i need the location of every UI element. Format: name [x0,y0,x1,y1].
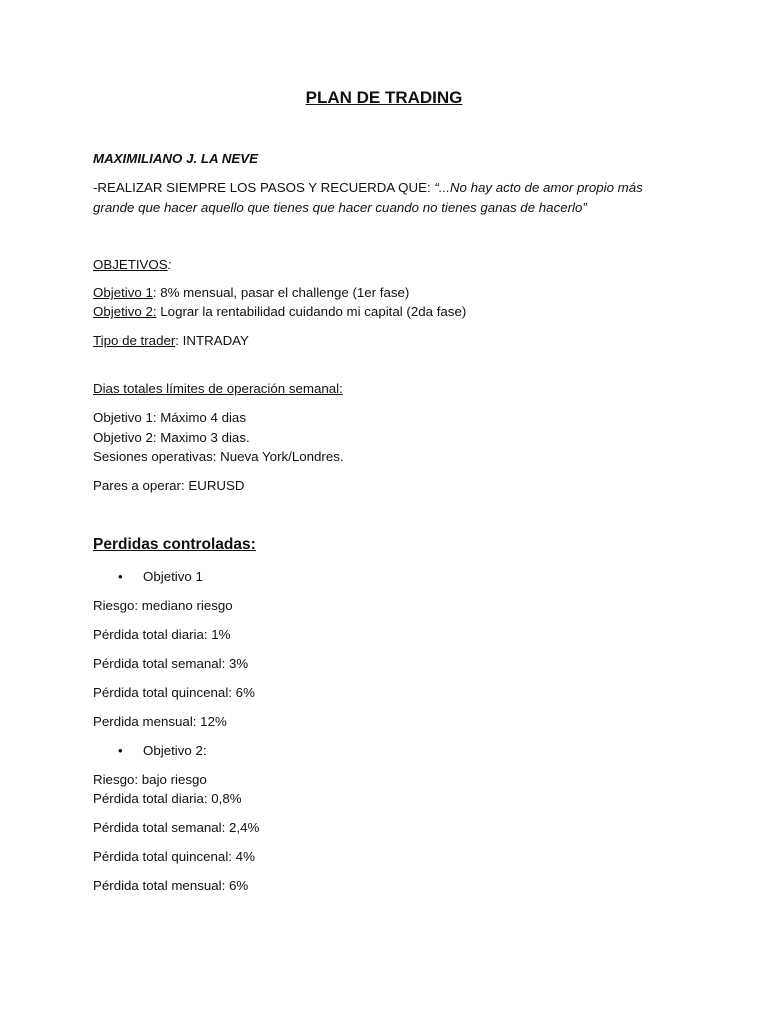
objetivo-1-text: : 8% mensual, pasar el challenge (1er fase) [152,285,410,300]
obj1-riesgo: Riesgo: mediano riesgo [93,598,233,613]
objetivo-2-label: Objetivo 2: [93,304,157,319]
bullet-dot-icon: • [118,569,123,584]
objetivo-2-text: Lograr la rentabilidad cuidando mi capital (2da fase) [156,304,467,319]
objetivo-2-line [93,302,675,322]
objetivo-1-label: Objetivo 1 [93,285,153,300]
obj2-perdida-mensual: Pérdida total mensual: 6% [93,878,249,893]
obj2-perdida-diaria: Pérdida total diaria: 0,8% [93,791,242,806]
tipo-trader-label: Tipo de trader [93,333,176,348]
perdidas-heading: Perdidas controladas: [93,536,256,553]
obj1-perdida-semanal: Pérdida total semanal: 3% [93,656,249,671]
intro-prefix: -REALIZAR SIEMPRE LOS PASOS Y RECUERDA QUE: [93,180,435,195]
obj2-perdida-semanal: Pérdida total semanal: 2,4% [93,820,260,835]
objetivos-heading-suffix: : [167,257,172,272]
pares-operar: Pares a operar: EURUSD [93,478,245,493]
obj2-perdida-quincenal: Pérdida total quincenal: 4% [93,849,255,864]
bullet-objetivo-1-label: Objetivo 1 [143,569,203,584]
sesiones-operativas: Sesiones operativas: Nueva York/Londres. [93,449,344,464]
obj1-perdida-quincenal: Pérdida total quincenal: 6% [93,685,255,700]
tipo-trader-line [93,331,675,351]
bullet-objetivo-1 [118,567,203,587]
dias-heading: Dias totales límites de operación semanal: [93,381,343,396]
tipo-trader-text: : INTRADAY [175,333,249,348]
intro-quote: “...No hay acto de amor propio más grande que hacer aquello que tienes que hacer cuando no tienes ganas de hacerlo” [93,180,643,215]
dias-objetivo-1: Objetivo 1: Máximo 4 dias [93,410,246,425]
obj2-riesgo: Riesgo: bajo riesgo [93,772,207,787]
bullet-dot-icon: • [118,743,123,758]
objetivos-heading-line [93,255,675,275]
intro-paragraph [93,178,675,217]
bullet-objetivo-2 [118,741,207,761]
dias-objetivo-2: Objetivo 2: Maximo 3 dias. [93,430,250,445]
objetivos-heading: OBJETIVOS [93,257,168,272]
obj1-perdida-diaria: Pérdida total diaria: 1% [93,627,231,642]
author-name: MAXIMILIANO J. LA NEVE [93,151,258,166]
objetivo-1-line [93,283,675,303]
page-title: PLAN DE TRADING [305,88,463,107]
obj1-perdida-mensual: Perdida mensual: 12% [93,714,227,729]
bullet-objetivo-2-label: Objetivo 2: [143,743,207,758]
